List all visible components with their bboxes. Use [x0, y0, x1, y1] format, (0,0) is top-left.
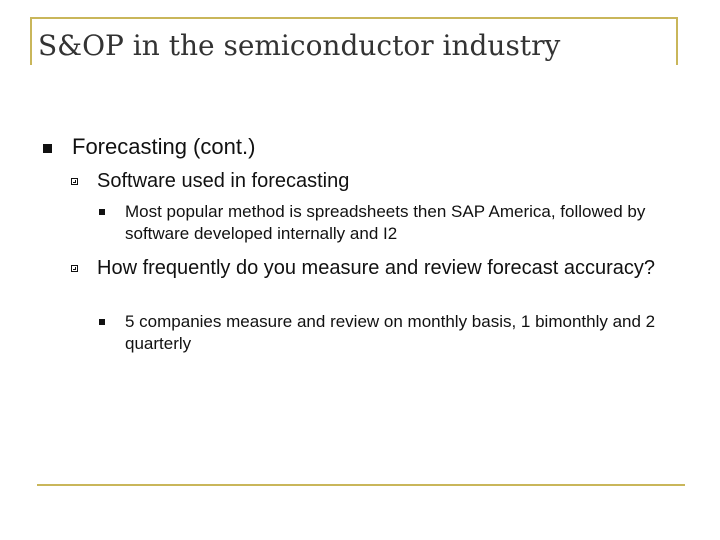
hollow-square-bullet-icon [71, 178, 78, 185]
title-frame-right-line [676, 17, 678, 65]
bullet-level3-software-detail: Most popular method is spreadsheets then SAP America, followed by software developed internally and I2 [125, 202, 646, 243]
title-frame-top-line [30, 17, 678, 19]
title-frame-left-line [30, 17, 32, 65]
footer-line [37, 484, 685, 486]
hollow-square-bullet-icon [71, 265, 78, 272]
bullet-level2-software: Software used in forecasting [97, 170, 350, 192]
square-bullet-icon [43, 144, 52, 153]
small-square-bullet-icon [99, 319, 105, 325]
bullet-level3-frequency-detail: 5 companies measure and review on monthly basis, 1 bimonthly and 2 quarterly [125, 312, 656, 353]
bullet-level1-text: Forecasting (cont.) [72, 134, 256, 159]
small-square-bullet-icon [99, 209, 105, 215]
bullet-level2-frequency: How frequently do you measure and review forecast accuracy? [97, 257, 656, 279]
slide-title: S&OP in the semiconductor industry [38, 29, 561, 62]
